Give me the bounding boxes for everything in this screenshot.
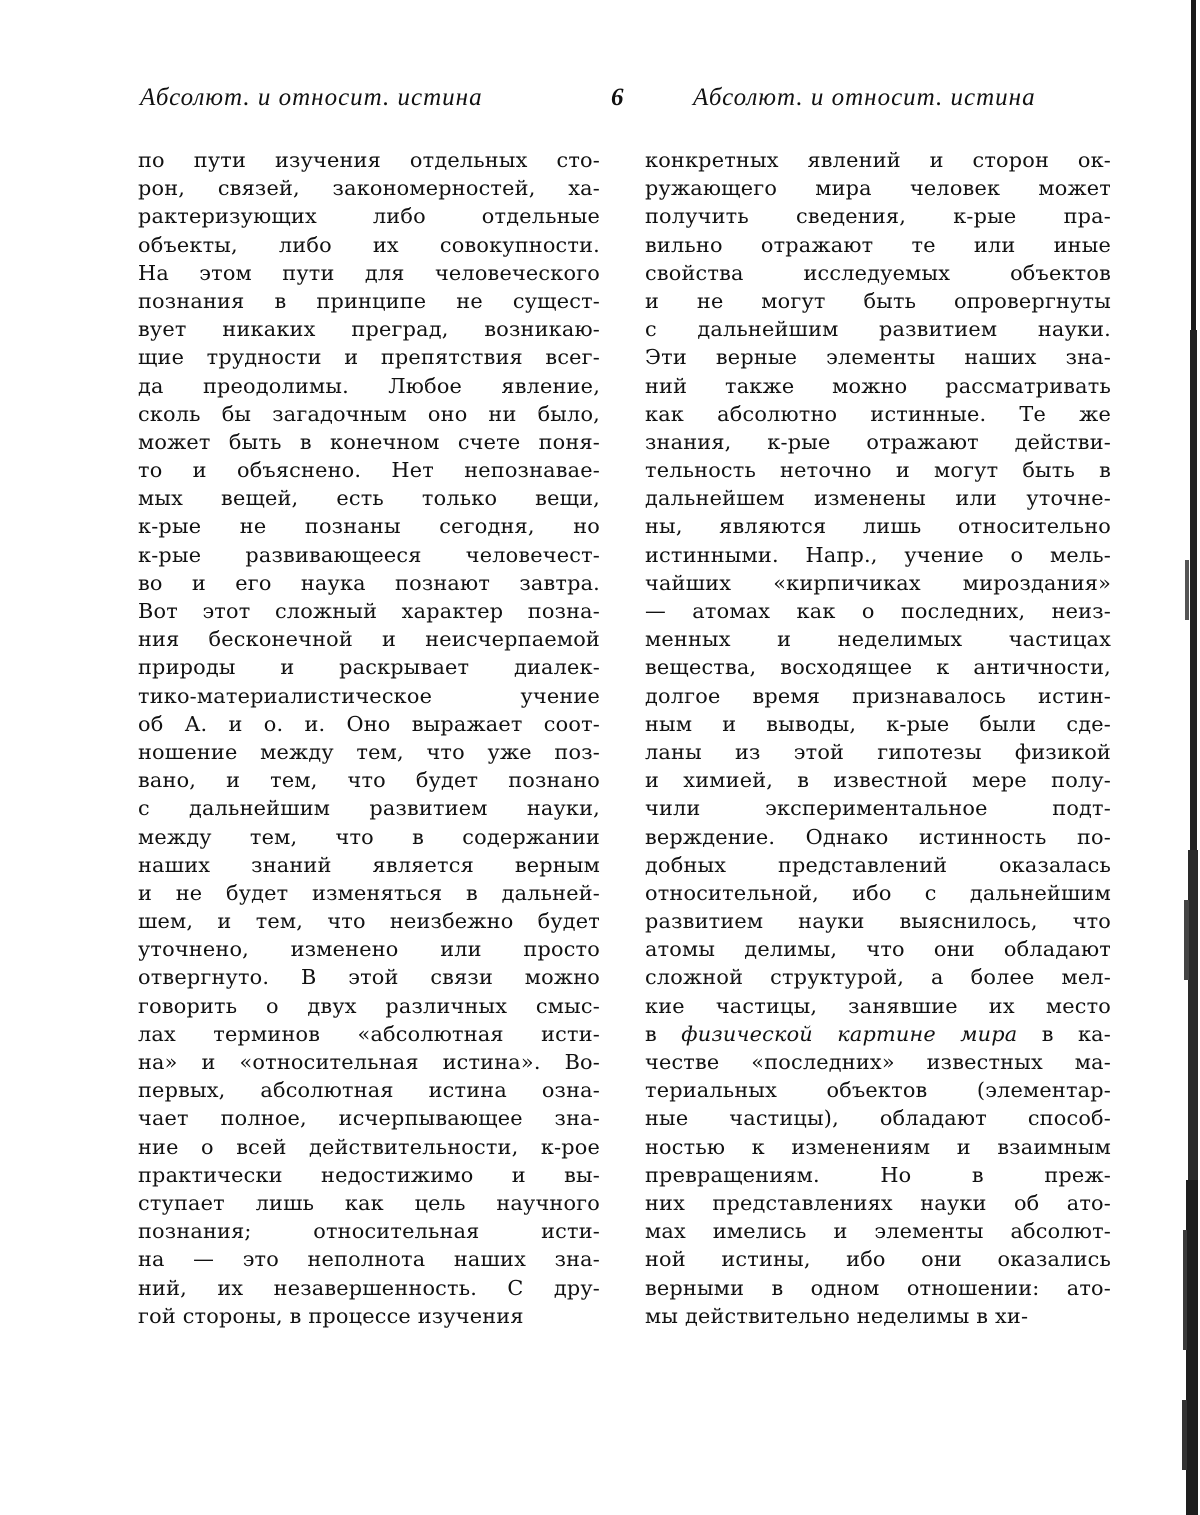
- right-text-line: и не могут быть опровергнуты: [645, 288, 1111, 313]
- running-head-left: Абсолют. и относит. истина: [140, 84, 483, 111]
- left-text-line: мых вещей, есть только вещи,: [138, 486, 600, 511]
- left-text-line: то и объяснено. Нет непознавае-: [138, 458, 600, 483]
- right-text-line: [645, 1020, 1111, 1048]
- right-text-line: менных и неделимых частицах: [645, 627, 1111, 652]
- left-text-line: на» и «относительная истина». Во-: [138, 1050, 600, 1074]
- left-text-line: ношение между тем, что уже поз-: [138, 739, 600, 764]
- right-text-line: кие частицы, занявшие их место: [645, 993, 1111, 1018]
- right-text-line: превращениям. Но в преж-: [645, 1162, 1111, 1187]
- right-text-line: истинными. Напр., учение о мель-: [645, 542, 1111, 567]
- right-text-line: как абсолютно истинные. Те же: [645, 401, 1111, 426]
- right-text-line: сложной структурой, а более мел-: [645, 965, 1111, 990]
- left-text-line: по пути изучения отдельных сто-: [138, 148, 600, 172]
- left-text-line: объекты, либо их совокупности.: [138, 232, 600, 257]
- right-text-line: чили экспериментальное подт-: [645, 796, 1111, 821]
- left-text-line: может быть в конечном счете поня-: [138, 429, 600, 454]
- left-text-line: лах терминов «абсолютная исти-: [138, 1021, 600, 1046]
- left-text-line: познания; относительная исти-: [138, 1219, 600, 1244]
- right-text-line: ностью к изменениям и взаимным: [645, 1134, 1111, 1159]
- left-text-line: уточнено, изменено или просто: [138, 937, 600, 962]
- left-text-line: первых, абсолютная истина озна-: [138, 1078, 600, 1103]
- left-text-line: отвергнуто. В этой связи можно: [138, 965, 600, 990]
- line-segment: в ка-: [1017, 1021, 1111, 1046]
- left-text-line: ния бесконечной и неисчерпаемой: [138, 627, 600, 652]
- left-text-line: ний, их незавершенность. С дру-: [138, 1275, 600, 1300]
- left-text-line: шем, и тем, что неизбежно будет: [138, 909, 600, 934]
- right-text-column: [645, 146, 1111, 1330]
- right-text-line: честве «последних» известных ма-: [645, 1050, 1111, 1074]
- left-text-line: рактеризующих либо отдельные: [138, 204, 600, 229]
- right-text-line: и химией, в известной мере полу-: [645, 768, 1111, 793]
- left-text-line: да преодолимы. Любое явление,: [138, 373, 600, 398]
- left-text-line: практически недостижимо и вы-: [138, 1162, 600, 1187]
- left-text-line: щие трудности и препятствия всег-: [138, 345, 600, 370]
- left-text-line: об А. и о. и. Оно выражает соот-: [138, 711, 600, 736]
- left-text-line: сколь бы загадочным оно ни было,: [138, 401, 600, 426]
- right-text-line: — атомах как о последних, неиз-: [645, 599, 1111, 623]
- right-text-line: ные частицы), обладают способ-: [645, 1106, 1111, 1131]
- left-text-line: рон, связей, закономерностей, ха-: [138, 176, 600, 201]
- left-text-line: На этом пути для человеческого: [138, 260, 600, 285]
- running-head-right: Абсолют. и относит. истина: [693, 84, 1036, 111]
- right-text-line: ной истины, ибо они оказались: [645, 1247, 1111, 1272]
- italic-term: физической картине мира: [681, 1021, 1018, 1046]
- scan-edge-border: [1174, 0, 1200, 1515]
- right-text-line: развитием науки выяснилось, что: [645, 909, 1111, 934]
- right-text-line: атомы делимы, что они обладают: [645, 937, 1111, 962]
- right-text-line: знания, к-рые отражают действи-: [645, 429, 1111, 454]
- right-text-line: верждение. Однако истинность по-: [645, 824, 1111, 849]
- left-text-line: Вот этот сложный характер позна-: [138, 599, 600, 623]
- right-text-line: получить сведения, к-рые пра-: [645, 204, 1111, 229]
- right-text-line: тельность неточно и могут быть в: [645, 458, 1111, 483]
- left-text-line: и не будет изменяться в дальней-: [138, 880, 600, 905]
- right-text-line: вещества, восходящее к античности,: [645, 655, 1111, 680]
- left-text-line: вано, и тем, что будет познано: [138, 768, 600, 793]
- left-text-line: гой стороны, в процессе изучения: [138, 1303, 524, 1328]
- right-text-line: териальных объектов (элементар-: [645, 1078, 1111, 1103]
- left-text-line: вует никаких преград, возникаю-: [138, 317, 600, 342]
- left-text-line: на — это неполнота наших зна-: [138, 1247, 600, 1272]
- page-number: 6: [611, 84, 625, 111]
- right-text-line: вильно отражают те или иные: [645, 232, 1111, 257]
- right-text-line: них представлениях науки об ато-: [645, 1190, 1111, 1215]
- left-text-line: говорить о двух различных смыс-: [138, 993, 600, 1018]
- right-text-line: дальнейшем изменены или уточне-: [645, 486, 1111, 511]
- right-text-line: ний также можно рассматривать: [645, 373, 1111, 398]
- left-text-line: тико-материалистическое учение: [138, 683, 600, 708]
- right-text-line: мы действительно неделимы в хи-: [645, 1303, 1029, 1328]
- line-segment: в: [645, 1021, 682, 1046]
- right-text-line: мах имелись и элементы абсолют-: [645, 1219, 1111, 1244]
- right-text-line: относительной, ибо с дальнейшим: [645, 880, 1111, 905]
- left-text-line: к-рые не познаны сегодня, но: [138, 514, 600, 539]
- right-text-line: чайших «кирпичиках мироздания»: [645, 570, 1111, 595]
- right-text-line: конкретных явлений и сторон ок-: [645, 148, 1111, 172]
- left-text-line: к-рые развивающееся человечест-: [138, 542, 600, 567]
- right-text-line: ланы из этой гипотезы физикой: [645, 739, 1111, 764]
- right-text-line: ружающего мира человек может: [645, 176, 1111, 201]
- left-text-line: ступает лишь как цель научного: [138, 1190, 600, 1215]
- right-text-line: верными в одном отношении: ато-: [645, 1275, 1111, 1300]
- left-text-line: с дальнейшим развитием науки,: [138, 796, 600, 821]
- left-text-line: ние о всей действительности, к-рое: [138, 1134, 600, 1159]
- running-header: [0, 84, 1200, 124]
- left-text-line: природы и раскрывает диалек-: [138, 655, 600, 680]
- right-text-line: ным и выводы, к-рые были сде-: [645, 711, 1111, 736]
- right-text-line: ны, являются лишь относительно: [645, 514, 1111, 539]
- left-text-line: наших знаний является верным: [138, 852, 600, 877]
- left-text-line: чает полное, исчерпывающее зна-: [138, 1106, 600, 1131]
- right-text-line: Эти верные элементы наших зна-: [645, 345, 1111, 370]
- right-text-line: с дальнейшим развитием науки.: [645, 317, 1111, 342]
- right-text-line: долгое время признавалось истин-: [645, 683, 1111, 708]
- left-text-line: во и его наука познают завтра.: [138, 570, 600, 595]
- right-text-line: свойства исследуемых объектов: [645, 260, 1111, 285]
- left-text-column: [138, 146, 600, 1330]
- right-text-line: добных представлений оказалась: [645, 852, 1111, 877]
- left-text-line: познания в принципе не сущест-: [138, 288, 600, 313]
- left-text-line: между тем, что в содержании: [138, 824, 600, 849]
